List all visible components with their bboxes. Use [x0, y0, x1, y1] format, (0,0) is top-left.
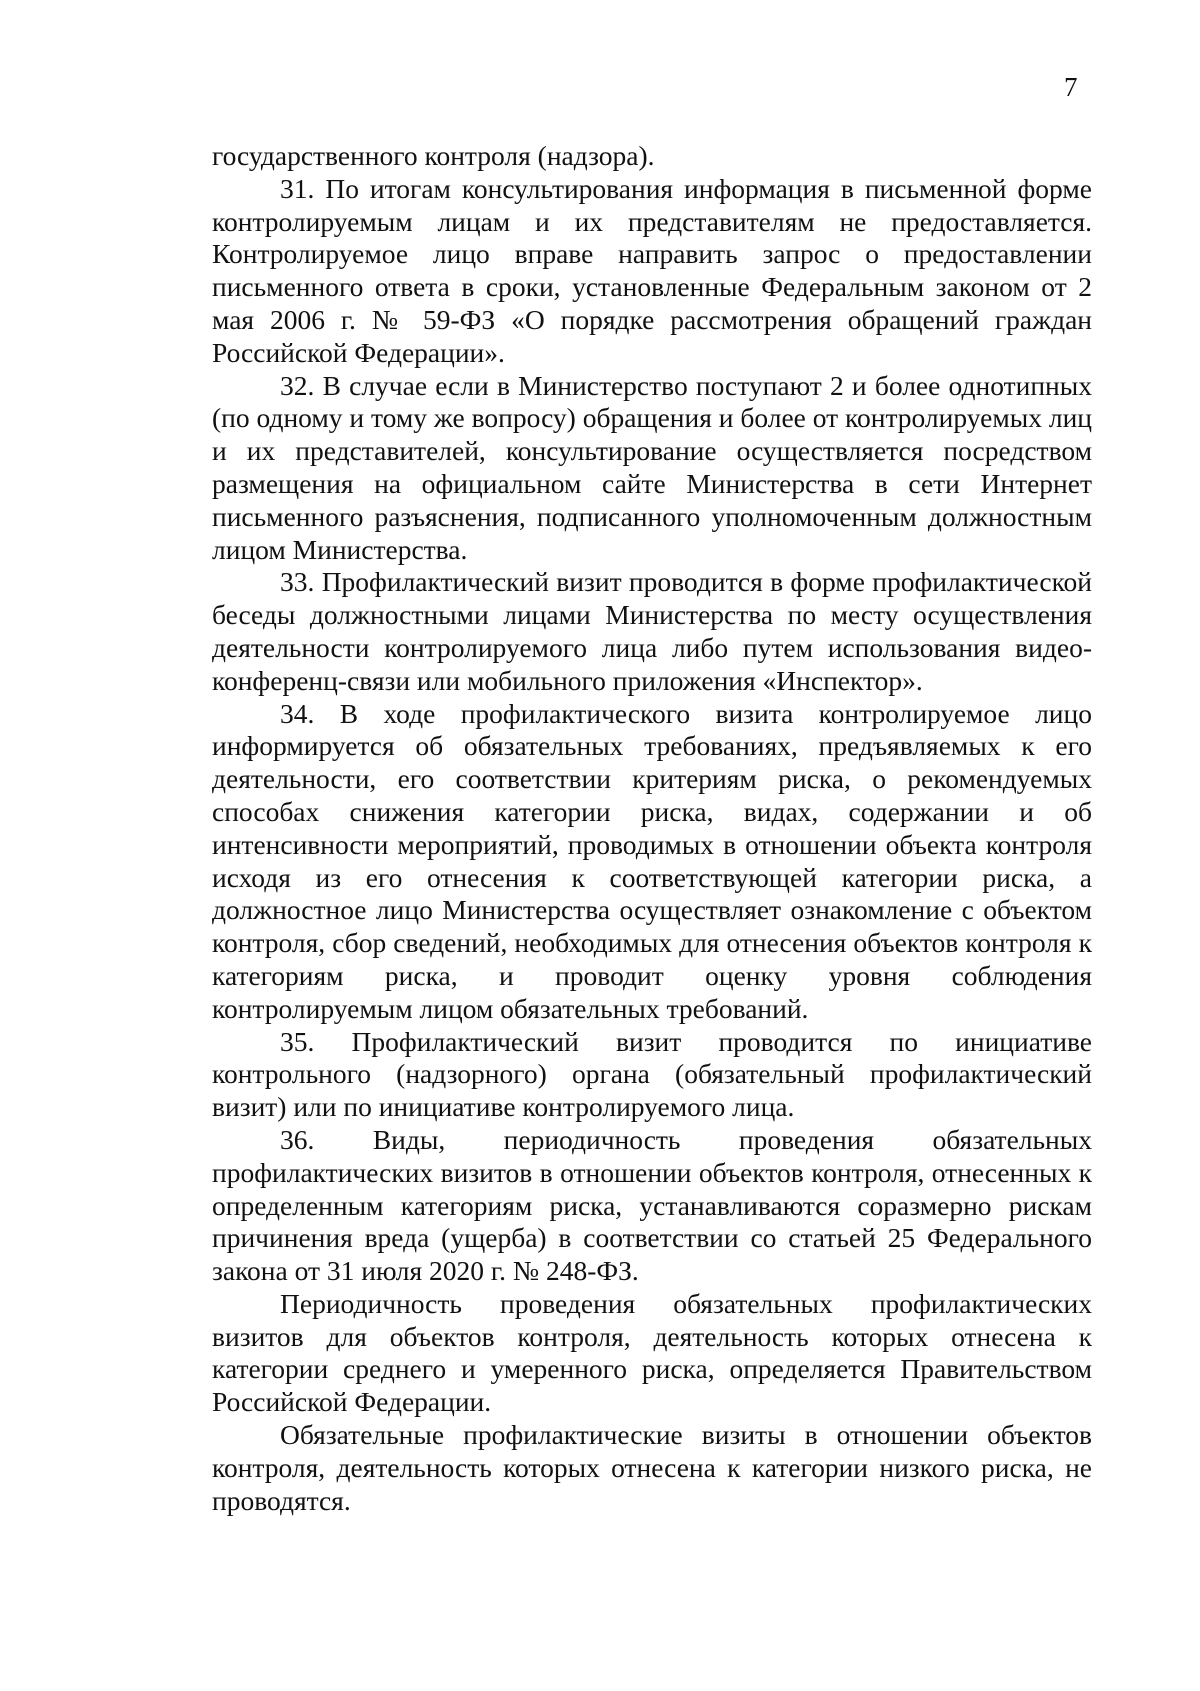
paragraph-continuation: государственного контроля (надзора). — [212, 140, 655, 171]
paragraph-31: 31. По итогам консультирования информация в письменной форме контролируемым лицам и их представителям не предоставляется. Контролируемое лицо вправе направить запрос о предоставлении письменного ответа в сроки, установленные Федеральным законом от 2 мая 2006 г. № 59-ФЗ «О порядке рассмотрения обращений граждан Российской Федерации». — [212, 172, 1092, 368]
page-number: 7 — [1064, 72, 1078, 102]
paragraph-36: 36. Виды, периодичность проведения обязательных профилактических визитов в отношении объектов контроля, отнесенных к определенным категориям риска, устанавливаются соразмерно рискам причинения вреда (ущерба) в соответствии со статьей 25 Федерального закона от 31 июля 2020 г. № 248-ФЗ. — [212, 1123, 1092, 1287]
paragraph-low-risk: Обязательные профилактические визиты в отношении объектов контроля, деятельность которых отнесена к категории низкого риска, не проводятся. — [212, 1419, 1092, 1516]
paragraph-34: 34. В ходе профилактического визита контролируемое лицо информируется об обязательных требованиях, предъявляемых к его деятельности, его соответствии критериям риска, о рекомендуемых способах снижения категории риска, видах, содержании и об интенсивности мероприятий, проводимых в отношении объекта контроля исходя из его отнесения к соответствующей категории риска, а должностное лицо Министерства осуществляет ознакомление с объектом контроля, сбор сведений, необходимых для отнесения объектов контроля к категориям риска, и проводит оценку уровня соблюдения контролируемым лицом обязательных требований. — [212, 697, 1092, 1024]
paragraph-35: 35. Профилактический визит проводится по инициативе контрольного (надзорного) органа (обязательный профилактический визит) или по инициативе контролируемого лица. — [212, 1025, 1092, 1123]
paragraph-32: 32. В случае если в Министерство поступают 2 и более однотипных (по одному и тому же вопросу) обращения и более от контролируемых лиц и их представителей, консультирование осуществляется посредством размещения на официальном сайте Министерства в сети Интернет письменного разъяснения, подписанного уполномоченным должностным лицом Министерства. — [212, 369, 1093, 565]
paragraph-33: 33. Профилактический визит проводится в форме профилактической беседы должностными лицами Министерства по месту осуществления деятельности контролируемого лица либо путем использования видео-конференц-связи или мобильного приложения «Инспектор». — [212, 566, 1092, 696]
paragraph-periodicity: Периодичность проведения обязательных профилактических визитов для объектов контроля, деятельность которых отнесена к категории среднего и умеренного риска, определяется Правительством Российской Федерации. — [212, 1287, 1092, 1418]
document-body — [212, 140, 1092, 1517]
